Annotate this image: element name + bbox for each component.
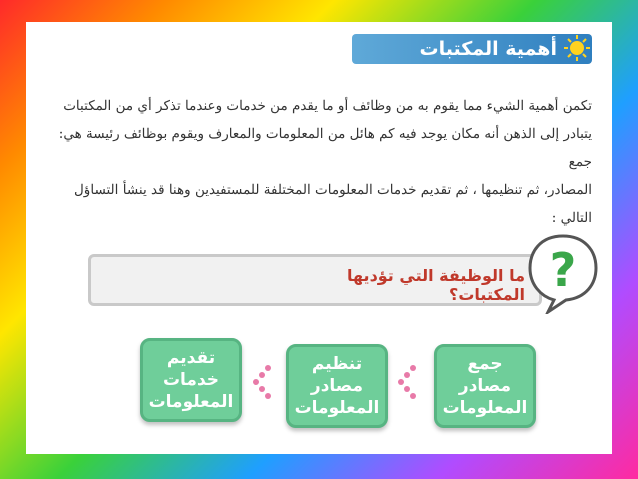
function-label: تنظيم مصادر المعلومات bbox=[294, 354, 380, 418]
page-title: أهمية المكتبات ووظائفها bbox=[419, 38, 557, 90]
paragraph-line: المصادر، ثم تنظيمها ، ثم تقديم خدمات المعلومات المختلفة للمستفيدين وهنا قد ينشأ التساؤل التالي : bbox=[74, 182, 592, 226]
function-box-serve bbox=[140, 338, 242, 422]
intro-paragraph bbox=[40, 92, 592, 232]
function-label: جمع مصادر المعلومات bbox=[442, 354, 528, 418]
function-box-collect bbox=[434, 344, 536, 428]
paragraph-line: يتبادر إلى الذهن أنه مكان يوجد فيه كم هائل من المعلومات والمعارف ويقوم بوظائف رئيسة هي: جمع bbox=[58, 126, 592, 170]
dots-icon bbox=[393, 362, 421, 402]
sun-icon bbox=[563, 34, 591, 62]
function-box-organize bbox=[286, 344, 388, 428]
function-label: تقديم خدمات المعلومات bbox=[148, 348, 234, 412]
question-text: ما الوظيفة التي تؤديها المكتبات؟ bbox=[346, 266, 525, 304]
paragraph-line: تكمن أهمية الشيء مما يقوم به من وظائف أو ما يقدم من خدمات وعندما تذكر أي من المكتبات bbox=[63, 98, 592, 114]
dots-icon bbox=[248, 362, 276, 402]
svg-text:?: ? bbox=[549, 243, 577, 297]
question-bubble-icon bbox=[526, 230, 600, 314]
